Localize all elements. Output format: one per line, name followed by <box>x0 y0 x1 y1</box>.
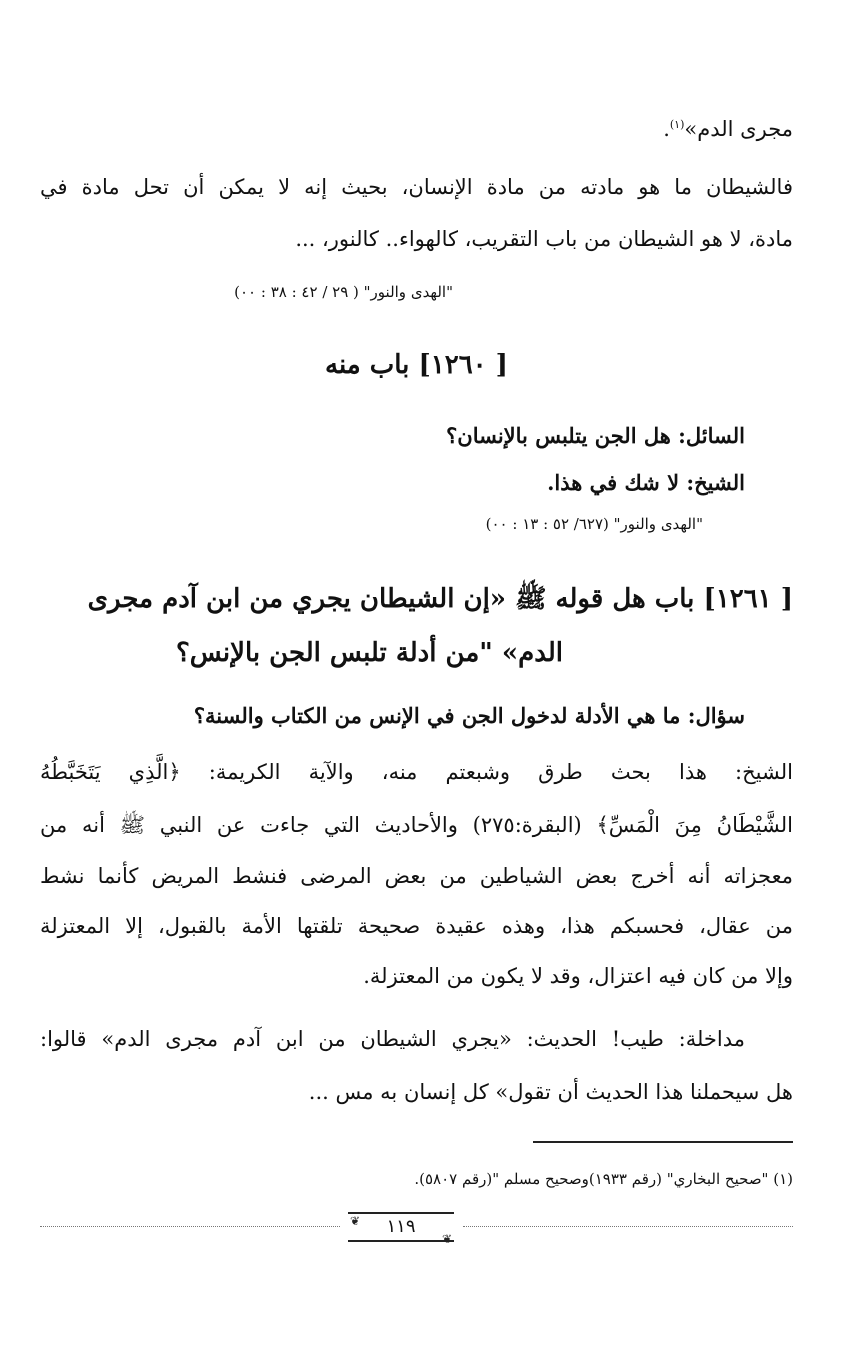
ornament-icon: ❦ <box>441 1232 452 1246</box>
text-line: من عقال، فحسبكم هذا، وهذه عقيدة صحيحة تلقتها الأمة بالقبول، إلا المعتزلة <box>40 914 793 938</box>
text-line: الشَّيْطَانُ مِنَ الْمَسِّ﴾ (البقرة:٢٧٥) والأحاديث التي جاءت عن النبي ﷺ أنه من <box>40 813 793 837</box>
book-page <box>40 0 793 1372</box>
text-line: معجزاته أنه أخرج بعض الشياطين من بعض المرضى فنشط المريض كأنما نشط <box>40 864 793 888</box>
text-line: وإلا من كان فيه اعتزال، وقد لا يكون من المعتزلة. <box>363 964 793 988</box>
source-citation: "الهدى والنور" (٦٢٧/ ٥٢ : ١٣ : ٠٠) <box>485 515 703 533</box>
answer-line: الشيخ: لا شك في هذا. <box>547 470 745 495</box>
text-line: مجرى الدم»$^{(١)}$. <box>663 117 793 141</box>
text-line: هل سيحملنا هذا الحديث أن تقول» كل إنسان به مس ... <box>308 1080 793 1104</box>
footnote: (١) "صحيح البخاري" (رقم ١٩٣٣)وصحيح مسلم "(رقم ٥٨٠٧). <box>414 1170 793 1188</box>
question-line: السائل: هل الجن يتلبس بالإنسان؟ <box>446 423 745 448</box>
text-line: فالشيطان ما هو مادته من مادة الإنسان، بحيث إنه لا يمكن أن تحل مادة في <box>40 175 793 199</box>
page-number: ١١٩ ❦ ❦ <box>348 1212 454 1242</box>
footer-dotted-rule <box>40 1226 340 1227</box>
footer-dotted-rule <box>463 1226 793 1227</box>
section-heading-cont: الدم» "من أدلة تلبس الجن بالإنس؟ <box>175 638 563 668</box>
source-citation: "الهدى والنور" ( ٢٩ / ٤٢ : ٣٨ : ٠٠) <box>234 283 453 301</box>
section-heading: [ ١٢٦٠] باب منه <box>325 350 508 380</box>
footnote-rule <box>533 1141 793 1143</box>
section-heading: [ ١٢٦١] باب هل قوله ﷺ «إن الشيطان يجري من ابن آدم مجرى <box>87 584 793 614</box>
footnote-marker: (١) <box>669 118 685 131</box>
text-line: مداخلة: طيب! الحديث: «يجري الشيطان من ابن آدم مجرى الدم» قالوا: <box>40 1027 745 1051</box>
question-line: سؤال: ما هي الأدلة لدخول الجن في الإنس من الكتاب والسنة؟ <box>193 703 745 728</box>
page-footer <box>40 1212 793 1246</box>
text-line: الشيخ: هذا بحث طرق وشبعتم منه، والآية الكريمة: ﴿الَّذِي يَتَخَبَّطُهُ <box>40 760 793 784</box>
ornament-icon: ❦ <box>350 1214 361 1228</box>
text-line: مادة، لا هو الشيطان من باب التقريب، كالهواء.. كالنور، ... <box>295 227 793 251</box>
